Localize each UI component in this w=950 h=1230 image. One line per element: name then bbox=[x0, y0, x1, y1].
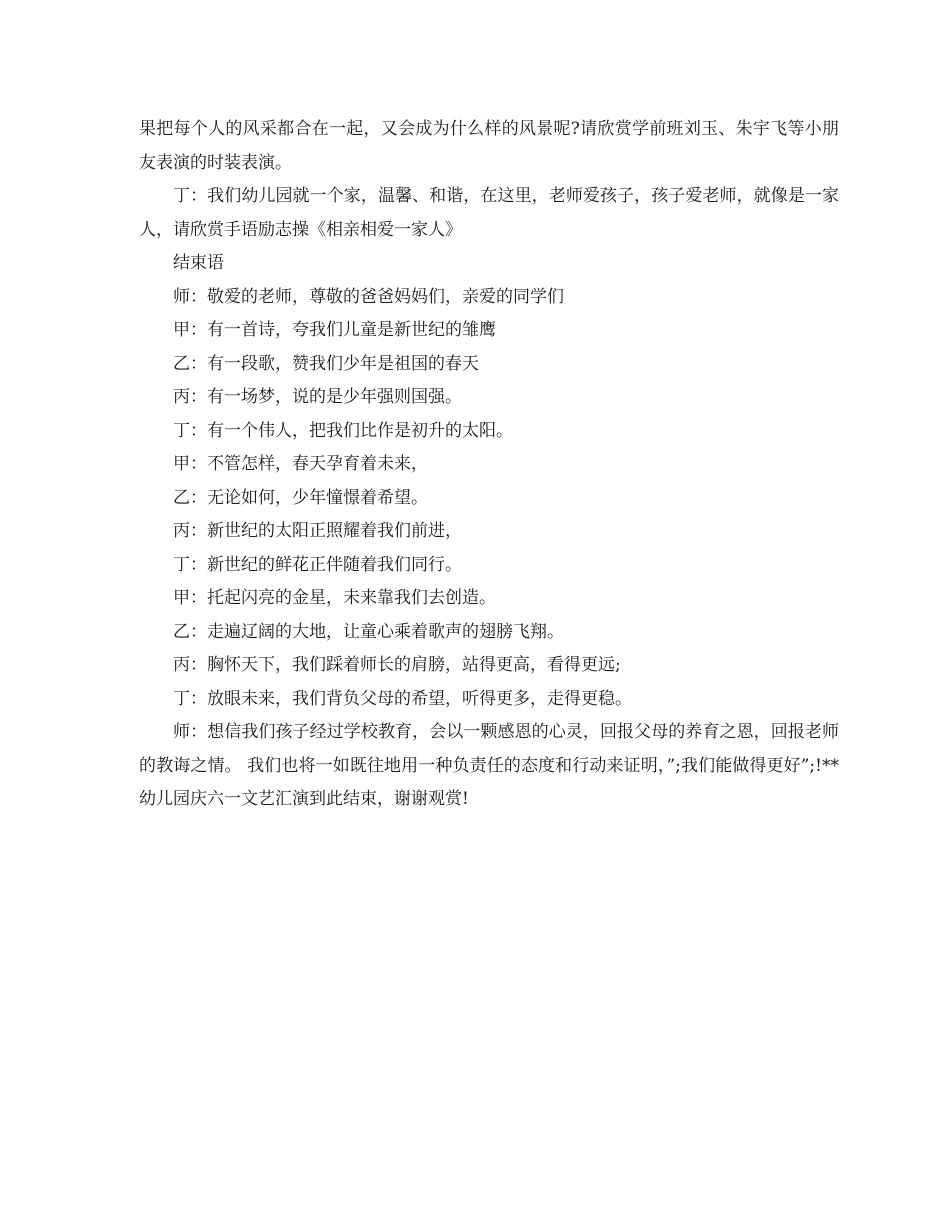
dialogue-line: 甲：托起闪亮的金星，未来靠我们去创造。 bbox=[173, 588, 496, 608]
document-body bbox=[139, 113, 839, 817]
dialogue-line: 丙：新世纪的太阳正照耀着我们前进， bbox=[173, 521, 462, 541]
dialogue-line: 丁：新世纪的鲜花正伴随着我们同行。 bbox=[173, 554, 462, 575]
section-heading: 结束语 bbox=[173, 253, 224, 273]
dialogue-line: 甲：不管怎样，春天孕育着未来， bbox=[173, 454, 428, 474]
intro-paragraph: 果把每个人的风采都合在一起，又会成为什么样的风景呢?请欣赏学前班刘玉、朱宇飞等小朋友表演的时装表演。 bbox=[139, 119, 839, 173]
dialogue-line: 乙：无论如何，少年憧憬着希望。 bbox=[173, 487, 428, 508]
dialogue-line: 丙：胸怀天下，我们踩着师长的肩膀，站得更高，看得更远; bbox=[173, 655, 621, 675]
dialogue-line: 乙：走遍辽阔的大地，让童心乘着歌声的翅膀飞翔。 bbox=[173, 621, 564, 642]
dialogue-line: 甲：有一首诗，夸我们儿童是新世纪的雏鹰 bbox=[173, 320, 496, 340]
dialogue-line: 丙：有一场梦，说的是少年强则国强。 bbox=[173, 387, 462, 407]
dialogue-line: 丁：放眼未来，我们背负父母的希望，听得更多，走得更稳。 bbox=[173, 688, 632, 709]
closing-paragraph: 师：想信我们孩子经过学校教育，会以一颗感恩的心灵，回报父母的养育之恩，回报老师的教诲之情。 我们也将一如既往地用一种负责任的态度和行动来证明，”;我们能做得更好”;!**幼儿园庆六一文艺汇演到此结束，谢谢观赏! bbox=[139, 722, 839, 809]
dialogue-line: 师：敬爱的老师，尊敬的爸爸妈妈们，亲爱的同学们 bbox=[173, 286, 564, 307]
dialogue-line: 丁：有一个伟人，把我们比作是初升的太阳。 bbox=[173, 420, 513, 441]
ding-paragraph: 丁：我们幼儿园就一个家，温馨、和谐，在这里，老师爱孩子，孩子爱老师，就像是一家人，请欣赏手语励志操《相亲相爱一家人》 bbox=[139, 186, 839, 240]
dialogue-line: 乙：有一段歌，赞我们少年是祖国的春天 bbox=[173, 353, 479, 374]
